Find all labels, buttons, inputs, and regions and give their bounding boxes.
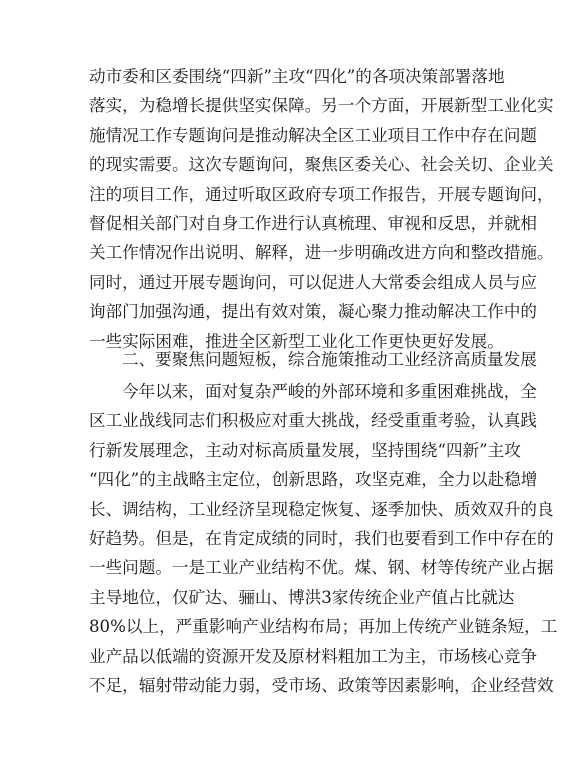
paragraph-1 [89, 62, 554, 356]
text-line: 施情况工作专题询问是推动解决全区工业项目工作中存在问题 [89, 125, 538, 145]
text-line: 行新发展理念，主动对标高质量发展，坚持围绕“四新”主攻 [89, 440, 521, 460]
text-line: 80%以上，严重影响产业结构布局；再加上传统产业链条短，工 [89, 617, 558, 637]
paragraph-2 [89, 377, 558, 700]
text-line: 关工作情况作出说明、解释，进一步明确改进方向和整改措施。 [89, 243, 554, 263]
text-line: 同时，通过开展专题询问，可以促进人大常委会组成人员与应 [89, 272, 538, 292]
text-line: 长、调结构，工业经济呈现稳定恢复、逐季加快、质效双升的良 [89, 499, 554, 519]
text-line: 督促相关部门对自身工作进行认真梳理、审视和反思，并就相 [89, 213, 538, 233]
text-line: 今年以来，面对复杂严峻的外部环境和多重困难挑战，全 [122, 382, 537, 401]
text-line: 注的项目工作，通过听取区政府专项工作报告，开展专题询问， [89, 184, 554, 204]
text-line: 一些实际困难，推进全区新型工业化工作更快更好发展。 [89, 331, 504, 351]
text-line: 主导地位，仅矿达、骊山、博洪3家传统企业产值占比就达 [89, 587, 515, 607]
text-line: 动市委和区委围绕“四新”主攻“四化”的各项决策部署落地 [89, 67, 505, 86]
text-line: 不足，辐射带动能力弱，受市场、政策等因素影响，企业经营效 [89, 675, 554, 695]
text-line: 询部门加强沟通，提出有效对策，凝心聚力推动解决工作中的 [89, 302, 538, 322]
text-line: 区工业战线同志们积极应对重大挑战，经受重重考验，认真践 [89, 411, 538, 431]
text-line: 落实，为稳增长提供坚实保障。另一个方面，开展新型工业化实 [89, 96, 554, 116]
text-line: 一些问题。一是工业产业结构不优。煤、钢、材等传统产业占据 [89, 558, 554, 578]
section-heading: 二、要聚焦问题短板，综合施策推动工业经济高质量发展 [122, 350, 537, 369]
text-line: “四化”的主战略主定位，创新思路，攻坚克难，全力以赴稳增 [89, 470, 538, 490]
text-line: 业产品以低端的资源开发及原材料粗加工为主，市场核心竞争 [89, 646, 538, 666]
text-line: 好趋势。但是，在肯定成绩的同时，我们也要看到工作中存在的 [89, 528, 554, 548]
text-line: 的现实需要。这次专题询问，聚焦区委关心、社会关切、企业关 [89, 155, 554, 175]
